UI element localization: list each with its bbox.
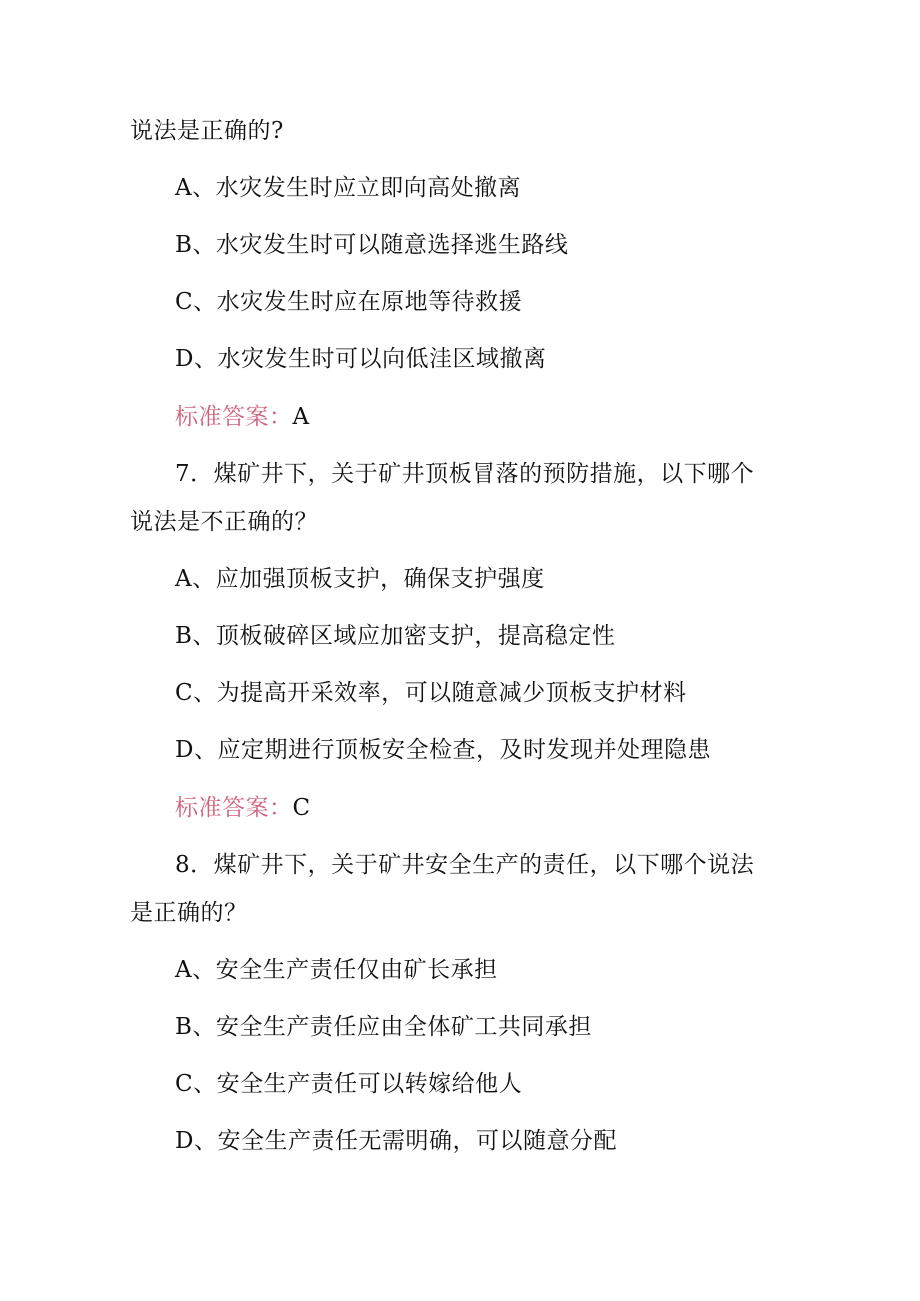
q6-option-a: A、水灾发生时应立即向高处撤离 — [175, 175, 522, 201]
q7-option-b: B、顶板破碎区域应加密支护，提高稳定性 — [175, 623, 616, 649]
q7-question-line2: 说法是不正确的？ — [130, 509, 318, 535]
q6-question-tail: 说法是正确的? — [130, 118, 284, 144]
q7-answer-value: C — [292, 795, 311, 821]
q6-option-d: D、水灾发生时可以向低洼区域撤离 — [175, 346, 547, 372]
q7-answer-label: 标准答案： — [175, 795, 293, 821]
q8-option-d: D、安全生产责任无需明确，可以随意分配 — [175, 1128, 617, 1154]
q8-option-b: B、安全生产责任应由全体矿工共同承担 — [175, 1014, 592, 1040]
q7-option-a: A、应加强顶板支护，确保支护强度 — [175, 566, 545, 592]
q6-option-c: C、水灾发生时应在原地等待救援 — [175, 289, 523, 315]
q6-answer-label: 标准答案： — [175, 404, 293, 430]
q6-answer-value: A — [292, 404, 310, 430]
q7-option-d: D、应定期进行顶板安全检查，及时发现并处理隐患 — [175, 737, 711, 763]
q8-question-line1: 8．煤矿井下，关于矿井安全生产的责任，以下哪个说法 — [175, 852, 755, 878]
q8-option-a: A、安全生产责任仅由矿长承担 — [175, 957, 498, 983]
q8-question-line2: 是正确的？ — [130, 900, 248, 926]
q7-question-line1: 7．煤矿井下，关于矿井顶板冒落的预防措施，以下哪个 — [175, 461, 755, 487]
q6-answer — [175, 401, 310, 433]
q7-answer — [175, 792, 311, 824]
q6-option-b: B、水灾发生时可以随意选择逃生路线 — [175, 232, 569, 258]
q8-option-c: C、安全生产责任可以转嫁给他人 — [175, 1071, 523, 1097]
q7-option-c: C、为提高开采效率，可以随意减少顶板支护材料 — [175, 680, 687, 706]
